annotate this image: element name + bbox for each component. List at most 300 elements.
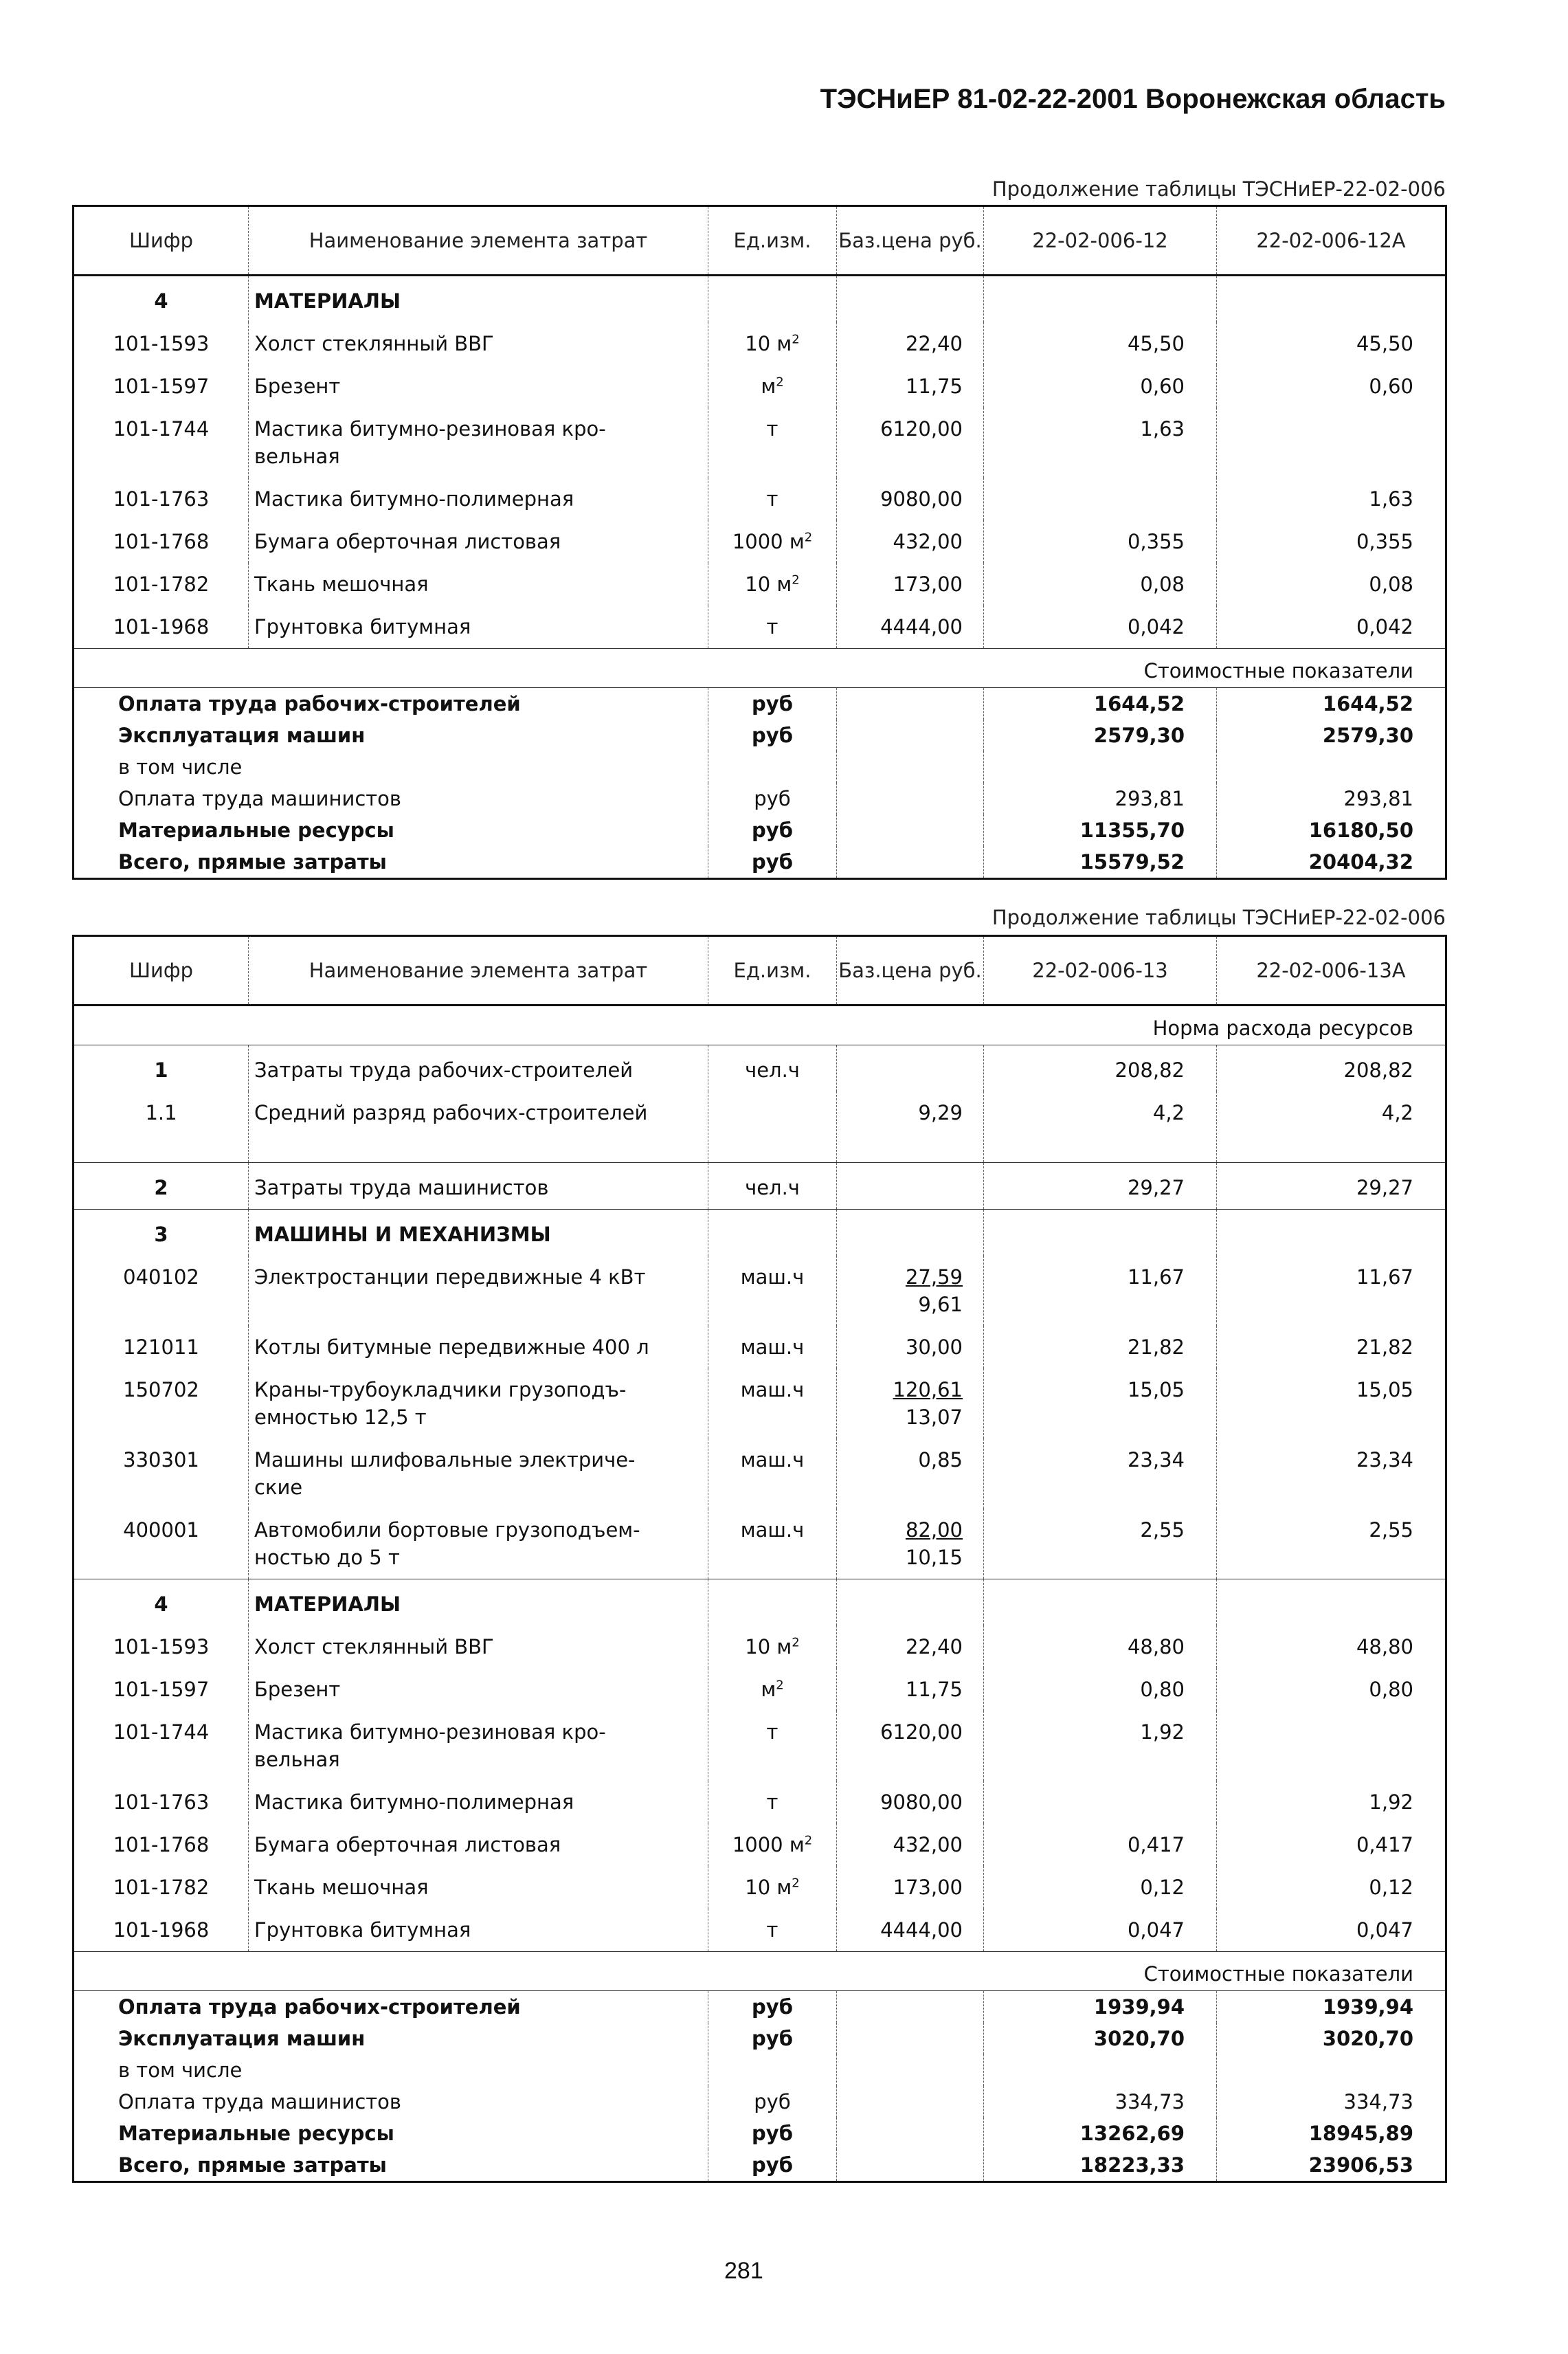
column-header-name: Наименование элемента затрат bbox=[249, 206, 708, 276]
code-cell: 101-1593 bbox=[113, 332, 210, 355]
code-cell: 1.1 bbox=[145, 1101, 177, 1124]
price-value: 0,85 bbox=[918, 1448, 963, 1472]
price-cell bbox=[837, 1668, 984, 1711]
summary-name: Материальные ресурсы bbox=[118, 819, 394, 842]
summary-name: Материальные ресурсы bbox=[118, 2122, 394, 2145]
table-row bbox=[74, 520, 1446, 563]
value-cell: 293,81 bbox=[984, 783, 1217, 814]
value-cell: 1,92 bbox=[984, 1711, 1217, 1781]
row-group bbox=[74, 649, 1446, 688]
value-cell: 21,82 bbox=[984, 1326, 1217, 1368]
unit-cell: руб bbox=[708, 1991, 837, 2023]
price-cell bbox=[837, 276, 984, 323]
value-cell bbox=[1217, 2054, 1446, 2086]
unit-cell bbox=[708, 1579, 837, 1626]
column-header-col1: 22-02-006-12 bbox=[984, 206, 1217, 276]
table-row bbox=[74, 478, 1446, 520]
column-header-unit: Ед.изм. bbox=[708, 206, 837, 276]
value-cell: 2579,30 bbox=[1217, 720, 1446, 751]
row-group bbox=[74, 1991, 1446, 2182]
name-cell: МАТЕРИАЛЫ bbox=[249, 276, 708, 323]
unit-text: т bbox=[766, 487, 779, 511]
name-cell: Автомобили бортовые грузоподъем- ностью до 5 т bbox=[249, 1509, 708, 1579]
value-cell bbox=[984, 478, 1217, 520]
name-cell: Грунтовка битумная bbox=[249, 1909, 708, 1952]
column-header-code: Шифр bbox=[74, 206, 249, 276]
value-cell: 4,2 bbox=[984, 1091, 1217, 1163]
name-cell: Затраты труда машинистов bbox=[249, 1163, 708, 1210]
price-cell bbox=[837, 1711, 984, 1781]
price-cell bbox=[837, 520, 984, 563]
price-cell bbox=[837, 751, 984, 783]
price-cell bbox=[837, 408, 984, 478]
value-cell bbox=[984, 751, 1217, 783]
value-cell: 1,92 bbox=[1217, 1781, 1446, 1823]
name-cell: Мастика битумно-полимерная bbox=[249, 478, 708, 520]
price-cell bbox=[837, 322, 984, 365]
price-cell bbox=[837, 1439, 984, 1509]
name-cell: Грунтовка битумная bbox=[249, 606, 708, 649]
unit-cell bbox=[708, 1509, 837, 1579]
value-cell: 45,50 bbox=[1217, 322, 1446, 365]
value-cell: 293,81 bbox=[1217, 783, 1446, 814]
code-cell: 101-1968 bbox=[113, 615, 210, 639]
unit-cell bbox=[708, 1091, 837, 1163]
unit-cell: руб bbox=[708, 720, 837, 751]
code-cell: 101-1744 bbox=[113, 417, 210, 441]
unit-text: маш.ч bbox=[740, 1518, 805, 1542]
summary-name: в том числе bbox=[118, 755, 243, 779]
unit-cell bbox=[708, 1625, 837, 1668]
name-cell: Ткань мешочная bbox=[249, 1866, 708, 1909]
table-header bbox=[74, 936, 1446, 1006]
code-cell: 101-1593 bbox=[113, 1635, 210, 1658]
unit-cell bbox=[708, 1909, 837, 1952]
table-row bbox=[74, 1091, 1446, 1163]
code-cell: 101-1597 bbox=[113, 1678, 210, 1701]
row-group bbox=[74, 1579, 1446, 1952]
header-row bbox=[74, 936, 1446, 1006]
name-cell: Бумага оберточная листовая bbox=[249, 520, 708, 563]
section-label: Норма расхода ресурсов bbox=[1152, 1017, 1413, 1040]
column-header-price: Баз.цена руб. bbox=[837, 936, 984, 1006]
table-row bbox=[74, 1668, 1446, 1711]
table-caption: Продолжение таблицы ТЭСНиЕР-22-02-006 bbox=[992, 906, 1446, 929]
table-row bbox=[74, 606, 1446, 649]
name-cell: Ткань мешочная bbox=[249, 563, 708, 606]
code-cell: 101-1782 bbox=[113, 573, 210, 596]
summary-row bbox=[74, 1991, 1446, 2023]
table-row bbox=[74, 1781, 1446, 1823]
price-value: 22,40 bbox=[905, 332, 963, 355]
row-group bbox=[74, 276, 1446, 649]
value-cell: 208,82 bbox=[984, 1045, 1217, 1092]
price-value: 9080,00 bbox=[880, 1790, 963, 1814]
value-cell: 0,12 bbox=[1217, 1866, 1446, 1909]
code-cell: 101-1744 bbox=[113, 1720, 210, 1744]
name-cell: МАТЕРИАЛЫ bbox=[249, 1579, 708, 1626]
unit-cell: руб bbox=[708, 2023, 837, 2054]
summary-row bbox=[74, 2118, 1446, 2149]
unit-cell bbox=[708, 1439, 837, 1509]
summary-row bbox=[74, 688, 1446, 720]
value-cell: 4,2 bbox=[1217, 1091, 1446, 1163]
unit-text: чел.ч bbox=[745, 1058, 800, 1082]
table-row bbox=[74, 1711, 1446, 1781]
name-cell: Мастика битумно-резиновая кро- вельная bbox=[249, 1711, 708, 1781]
table-row bbox=[74, 1625, 1446, 1668]
unit-text: т bbox=[766, 417, 779, 441]
code-cell: 1 bbox=[74, 1045, 249, 1092]
table-row bbox=[74, 1866, 1446, 1909]
value-cell bbox=[1217, 408, 1446, 478]
unit-cell bbox=[708, 563, 837, 606]
name-cell: Бумага оберточная листовая bbox=[249, 1823, 708, 1866]
value-cell: 11,67 bbox=[1217, 1256, 1446, 1326]
unit-superscript: 2 bbox=[792, 1876, 800, 1891]
unit-cell: руб bbox=[708, 2086, 837, 2118]
unit-cell: руб bbox=[708, 846, 837, 879]
value-cell: 11,67 bbox=[984, 1256, 1217, 1326]
name-cell: Брезент bbox=[249, 1668, 708, 1711]
price-value: 6120,00 bbox=[880, 1720, 963, 1744]
price-cell bbox=[837, 720, 984, 751]
unit-text: маш.ч bbox=[740, 1448, 805, 1472]
price-value: 22,40 bbox=[905, 1635, 963, 1658]
column-header-col2: 22-02-006-12А bbox=[1217, 206, 1446, 276]
price-cell bbox=[837, 1625, 984, 1668]
price-cell bbox=[837, 814, 984, 846]
unit-text: м bbox=[761, 375, 776, 398]
price-cell bbox=[837, 2086, 984, 2118]
price-value: 432,00 bbox=[893, 1833, 963, 1856]
price-value: 6120,00 bbox=[880, 417, 963, 441]
unit-superscript: 2 bbox=[804, 1833, 813, 1848]
table-row bbox=[74, 1256, 1446, 1326]
price-cell bbox=[837, 606, 984, 649]
table-row bbox=[74, 1439, 1446, 1509]
value-cell: 3020,70 bbox=[984, 2023, 1217, 2054]
summary-name: Оплата труда машинистов bbox=[118, 787, 401, 810]
value-cell: 23,34 bbox=[984, 1439, 1217, 1509]
value-cell: 1,63 bbox=[984, 408, 1217, 478]
price-cell bbox=[837, 1823, 984, 1866]
summary-name: в том числе bbox=[118, 2058, 243, 2082]
unit-cell bbox=[708, 1045, 837, 1092]
row-group bbox=[74, 688, 1446, 879]
price-cell bbox=[837, 1579, 984, 1626]
value-cell: 15579,52 bbox=[984, 846, 1217, 879]
summary-name: Эксплуатация машин bbox=[118, 724, 366, 747]
column-header-code: Шифр bbox=[74, 936, 249, 1006]
price-value: 432,00 bbox=[893, 530, 963, 553]
value-cell bbox=[984, 276, 1217, 323]
value-cell: 3020,70 bbox=[1217, 2023, 1446, 2054]
value-cell bbox=[1217, 1579, 1446, 1626]
code-cell: 4 bbox=[74, 1579, 249, 1626]
price-cell bbox=[837, 1256, 984, 1326]
unit-superscript: 2 bbox=[792, 1635, 800, 1650]
unit-text: т bbox=[766, 615, 779, 639]
price-cell bbox=[837, 563, 984, 606]
value-cell bbox=[984, 1579, 1217, 1626]
unit-text: т bbox=[766, 1720, 779, 1744]
value-cell: 1939,94 bbox=[1217, 1991, 1446, 2023]
unit-superscript: 2 bbox=[792, 332, 800, 347]
unit-cell bbox=[708, 1668, 837, 1711]
price-cell bbox=[837, 2149, 984, 2182]
name-cell: Холст стеклянный ВВГ bbox=[249, 1625, 708, 1668]
price-cell bbox=[837, 1509, 984, 1579]
summary-row bbox=[74, 846, 1446, 879]
value-cell bbox=[984, 2054, 1217, 2086]
summary-name: Всего, прямые затраты bbox=[118, 850, 387, 874]
unit-text: м bbox=[761, 1678, 776, 1701]
section-label-row bbox=[74, 649, 1446, 688]
value-cell: 2,55 bbox=[984, 1509, 1217, 1579]
unit-cell bbox=[708, 1368, 837, 1439]
name-cell: Брезент bbox=[249, 365, 708, 408]
value-cell bbox=[1217, 276, 1446, 323]
unit-cell bbox=[708, 1163, 837, 1210]
code-cell: 101-1597 bbox=[113, 375, 210, 398]
unit-superscript: 2 bbox=[804, 530, 813, 545]
row-group bbox=[74, 1163, 1446, 1210]
price-machinist-value: 9,61 bbox=[918, 1293, 963, 1316]
value-cell: 1644,52 bbox=[1217, 688, 1446, 720]
value-cell: 16180,50 bbox=[1217, 814, 1446, 846]
unit-superscript: 2 bbox=[792, 573, 800, 588]
value-cell: 0,80 bbox=[1217, 1668, 1446, 1711]
code-cell: 101-1768 bbox=[113, 530, 210, 553]
table-caption: Продолжение таблицы ТЭСНиЕР-22-02-006 bbox=[992, 177, 1446, 201]
table-row bbox=[74, 408, 1446, 478]
section-row bbox=[74, 1579, 1446, 1626]
section-label-row bbox=[74, 1952, 1446, 1991]
unit-text: маш.ч bbox=[740, 1265, 805, 1289]
value-cell: 0,417 bbox=[1217, 1823, 1446, 1866]
unit-text: 10 м bbox=[745, 573, 792, 596]
unit-cell: руб bbox=[708, 2118, 837, 2149]
name-cell: Мастика битумно-резиновая кро- вельная bbox=[249, 408, 708, 478]
unit-text: маш.ч bbox=[740, 1378, 805, 1401]
value-cell: 0,047 bbox=[984, 1909, 1217, 1952]
value-cell bbox=[984, 1781, 1217, 1823]
code-cell: 101-1782 bbox=[113, 1876, 210, 1899]
unit-text: чел.ч bbox=[745, 1176, 800, 1199]
code-cell: 3 bbox=[74, 1210, 249, 1256]
unit-text: 1000 м bbox=[732, 530, 805, 553]
name-cell: Электростанции передвижные 4 кВт bbox=[249, 1256, 708, 1326]
unit-cell bbox=[708, 751, 837, 783]
price-value: 27,59 bbox=[905, 1265, 963, 1289]
unit-cell bbox=[708, 1823, 837, 1866]
unit-cell bbox=[708, 408, 837, 478]
price-value: 4444,00 bbox=[880, 1918, 963, 1942]
summary-name: Оплата труда машинистов bbox=[118, 2090, 401, 2113]
summary-name: Оплата труда рабочих-строителей bbox=[74, 688, 708, 720]
code-cell: 101-1763 bbox=[113, 1790, 210, 1814]
value-cell: 15,05 bbox=[1217, 1368, 1446, 1439]
section-row bbox=[74, 1045, 1446, 1092]
name-cell: Холст стеклянный ВВГ bbox=[249, 322, 708, 365]
price-cell bbox=[837, 478, 984, 520]
price-cell bbox=[837, 365, 984, 408]
name-cell: Мастика битумно-полимерная bbox=[249, 1781, 708, 1823]
unit-cell bbox=[708, 276, 837, 323]
value-cell: 0,08 bbox=[1217, 563, 1446, 606]
unit-cell: руб bbox=[708, 783, 837, 814]
value-cell: 0,355 bbox=[1217, 520, 1446, 563]
value-cell bbox=[984, 1210, 1217, 1256]
unit-text: 10 м bbox=[745, 1635, 792, 1658]
price-value: 9,29 bbox=[918, 1101, 963, 1124]
price-value: 9080,00 bbox=[880, 487, 963, 511]
value-cell: 2579,30 bbox=[984, 720, 1217, 751]
value-cell: 48,80 bbox=[984, 1625, 1217, 1668]
unit-text: маш.ч bbox=[740, 1335, 805, 1359]
summary-name: Оплата труда рабочих-строителей bbox=[74, 1991, 708, 2023]
code-cell: 150702 bbox=[123, 1378, 199, 1401]
value-cell: 0,12 bbox=[984, 1866, 1217, 1909]
section-row bbox=[74, 1210, 1446, 1256]
name-cell: Средний разряд рабочих-строителей bbox=[249, 1091, 708, 1163]
unit-cell bbox=[708, 365, 837, 408]
unit-cell bbox=[708, 1210, 837, 1256]
price-cell bbox=[837, 1909, 984, 1952]
price-cell bbox=[837, 1045, 984, 1092]
code-cell: 330301 bbox=[123, 1448, 199, 1472]
section-row bbox=[74, 276, 1446, 323]
value-cell: 13262,69 bbox=[984, 2118, 1217, 2149]
price-machinist-value: 13,07 bbox=[905, 1406, 963, 1429]
unit-cell bbox=[708, 1781, 837, 1823]
value-cell: 0,08 bbox=[984, 563, 1217, 606]
value-cell: 29,27 bbox=[984, 1163, 1217, 1210]
value-cell: 0,417 bbox=[984, 1823, 1217, 1866]
value-cell: 29,27 bbox=[1217, 1163, 1446, 1210]
unit-text: 10 м bbox=[745, 332, 792, 355]
unit-cell bbox=[708, 520, 837, 563]
summary-row bbox=[74, 2149, 1446, 2182]
price-cell bbox=[837, 1091, 984, 1163]
name-cell: Машины шлифовальные электриче- ские bbox=[249, 1439, 708, 1509]
unit-text: т bbox=[766, 1918, 779, 1942]
row-group bbox=[74, 1045, 1446, 1163]
code-cell: 2 bbox=[74, 1163, 249, 1210]
unit-cell bbox=[708, 322, 837, 365]
summary-row bbox=[74, 720, 1446, 751]
name-cell: Краны-трубоукладчики грузоподъ- емностью 12,5 т bbox=[249, 1368, 708, 1439]
unit-text: 10 м bbox=[745, 1876, 792, 1899]
summary-row bbox=[74, 2086, 1446, 2118]
summary-name: Всего, прямые затраты bbox=[118, 2153, 387, 2177]
price-value: 173,00 bbox=[893, 573, 963, 596]
unit-cell bbox=[708, 1326, 837, 1368]
price-cell bbox=[837, 2023, 984, 2054]
value-cell: 23906,53 bbox=[1217, 2149, 1446, 2182]
value-cell: 0,042 bbox=[984, 606, 1217, 649]
summary-row bbox=[74, 2023, 1446, 2054]
value-cell: 1644,52 bbox=[984, 688, 1217, 720]
code-cell: 101-1968 bbox=[113, 1918, 210, 1942]
unit-cell bbox=[708, 2054, 837, 2086]
unit-cell bbox=[708, 1866, 837, 1909]
row-group bbox=[74, 1210, 1446, 1579]
value-cell: 0,60 bbox=[1217, 365, 1446, 408]
norms-table bbox=[72, 935, 1447, 2183]
price-machinist-value: 10,15 bbox=[905, 1546, 963, 1569]
unit-cell bbox=[708, 478, 837, 520]
norms-table bbox=[72, 205, 1447, 880]
value-cell: 18223,33 bbox=[984, 2149, 1217, 2182]
value-cell: 0,60 bbox=[984, 365, 1217, 408]
table-row bbox=[74, 322, 1446, 365]
value-cell: 21,82 bbox=[1217, 1326, 1446, 1368]
page-header-title: ТЭСНиЕР 81-02-22-2001 Воронежская область bbox=[820, 84, 1446, 114]
unit-cell bbox=[708, 1711, 837, 1781]
section-row bbox=[74, 1163, 1446, 1210]
value-cell: 1,63 bbox=[1217, 478, 1446, 520]
column-header-col1: 22-02-006-13 bbox=[984, 936, 1217, 1006]
code-cell: 101-1768 bbox=[113, 1833, 210, 1856]
price-value: 4444,00 bbox=[880, 615, 963, 639]
price-cell bbox=[837, 1866, 984, 1909]
unit-superscript: 2 bbox=[776, 1678, 784, 1693]
price-cell bbox=[837, 846, 984, 879]
unit-cell bbox=[708, 1256, 837, 1326]
value-cell: 15,05 bbox=[984, 1368, 1217, 1439]
code-cell: 040102 bbox=[123, 1265, 199, 1289]
name-cell: МАШИНЫ И МЕХАНИЗМЫ bbox=[249, 1210, 708, 1256]
value-cell: 334,73 bbox=[1217, 2086, 1446, 2118]
price-value: 11,75 bbox=[905, 1678, 963, 1701]
code-cell: 4 bbox=[154, 289, 168, 313]
value-cell: 0,042 bbox=[1217, 606, 1446, 649]
section-label: Стоимостные показатели bbox=[74, 1952, 1446, 1991]
code-cell: 121011 bbox=[123, 1335, 199, 1359]
price-cell bbox=[837, 688, 984, 720]
unit-cell: руб bbox=[708, 2149, 837, 2182]
section-label: Стоимостные показатели bbox=[74, 649, 1446, 688]
price-value: 173,00 bbox=[893, 1876, 963, 1899]
price-value: 30,00 bbox=[905, 1335, 963, 1359]
section-label-row bbox=[74, 1006, 1446, 1045]
price-cell bbox=[837, 1781, 984, 1823]
column-header-name: Наименование элемента затрат bbox=[249, 936, 708, 1006]
value-cell: 11355,70 bbox=[984, 814, 1217, 846]
page-number: 281 bbox=[724, 2258, 763, 2284]
value-cell: 45,50 bbox=[984, 322, 1217, 365]
column-header-unit: Ед.изм. bbox=[708, 936, 837, 1006]
table-row bbox=[74, 1326, 1446, 1368]
column-header-col2: 22-02-006-13А bbox=[1217, 936, 1446, 1006]
code-cell: 400001 bbox=[123, 1518, 199, 1542]
value-cell: 48,80 bbox=[1217, 1625, 1446, 1668]
value-cell: 23,34 bbox=[1217, 1439, 1446, 1509]
price-value: 120,61 bbox=[893, 1378, 963, 1401]
table-row bbox=[74, 365, 1446, 408]
table-header bbox=[74, 206, 1446, 276]
summary-row bbox=[74, 2054, 1446, 2086]
price-cell bbox=[837, 1210, 984, 1256]
table-row bbox=[74, 1909, 1446, 1952]
summary-row bbox=[74, 751, 1446, 783]
price-value: 11,75 bbox=[905, 375, 963, 398]
table-row bbox=[74, 563, 1446, 606]
value-cell: 1939,94 bbox=[984, 1991, 1217, 2023]
value-cell: 0,355 bbox=[984, 520, 1217, 563]
